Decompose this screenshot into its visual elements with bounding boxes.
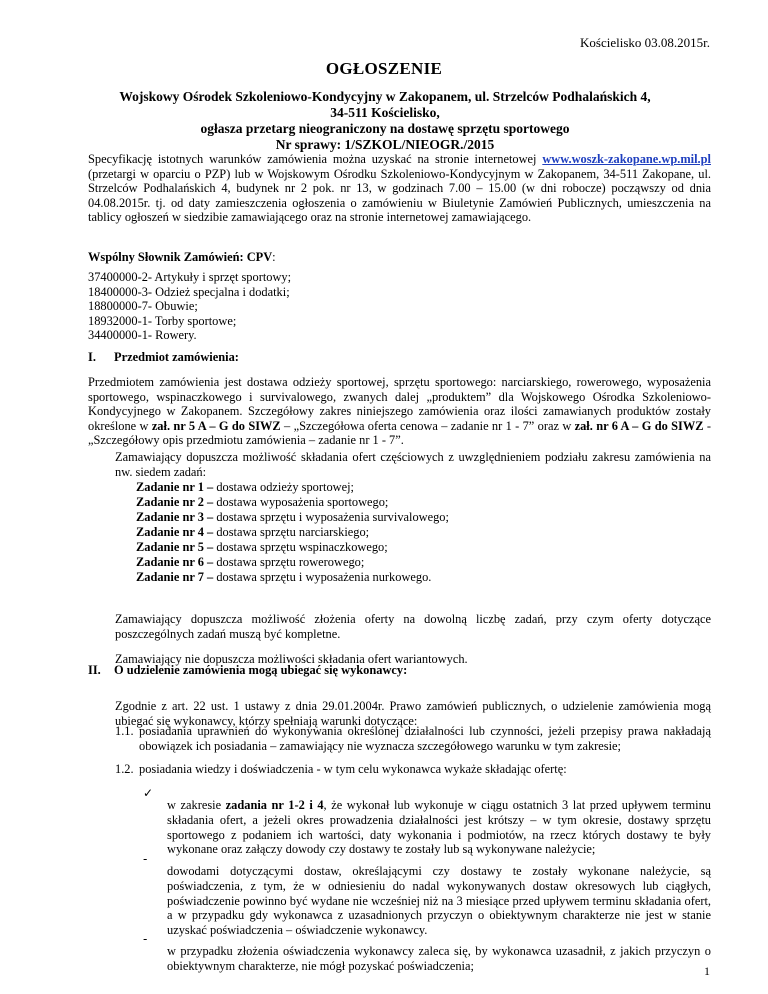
- cpv-item: 37400000-2- Artykuły i sprzęt sportowy;: [88, 270, 292, 284]
- list-item: [136, 540, 696, 555]
- section-1-paragraph: [88, 375, 711, 448]
- intro-text-1: Specyfikację istotnych warunków zamówienia można uzyskać na stronie internetowej: [88, 152, 537, 166]
- list-item: [136, 570, 696, 585]
- condition-text: posiadania wiedzy i doświadczenia - w tym celu wykonawca wykaże składając ofertę:: [139, 762, 567, 776]
- s1-annex-5: zał. nr 5 A – G do SIWZ: [151, 418, 281, 433]
- cpv-heading-colon: :: [272, 250, 276, 264]
- req-text-c: , że wykonał lub wykonuje w ciągu ostatnich 3 lat przed upływem terminu składania ofert, a jeżeli okres prowadzenia działalności jest krótszy – w tym okresie, dostawy sprzętu sportowego z podaniem ich wartości, daty wykonania i podmiotów, na rzecz których dostawy te były wykonane oraz załączy dowody czy dostawy te zostały lub są wykonywane należycie;: [167, 798, 711, 857]
- dash-bullet-icon: -: [143, 852, 148, 866]
- list-item: [136, 525, 696, 540]
- list-item: [136, 555, 696, 570]
- s1-text-a: Przedmiotem zamówienia jest dostawa odzieży sportowej, sprzętu sportowego: narciarskiego, rowerowego, wyposażenia sportowego, wspinaczkowego i survivalowego, zwanych dalej „produktem” dla Wojskowego Ośrodka Szkoleniowo-Kondycyjnego w Zakopanem. Szczegółowy zakres niniejszego zamówienia oraz ilości zamawianych produktów zostały określone w: [88, 375, 711, 433]
- list-item: [136, 480, 696, 495]
- cpv-heading-label: Wspólny Słownik Zamówień: CPV: [88, 250, 273, 264]
- cpv-item: 18800000-7- Obuwie;: [88, 299, 198, 314]
- task-text: dostawa sprzętu narciarskiego;: [213, 525, 370, 539]
- task-text: dostawa sprzętu i wyposażenia nurkowego.: [213, 570, 432, 584]
- task-text: dostawa sprzętu rowerowego;: [213, 555, 365, 569]
- task-text: dostawa sprzętu i wyposażenia survivalowego;: [213, 510, 449, 524]
- list-item: [136, 510, 696, 525]
- cpv-item: 18400000-3- Odzież specjalna i dodatki;: [88, 284, 290, 299]
- cpv-list: [88, 270, 711, 343]
- dash-bullet-icon: -: [143, 932, 148, 946]
- requirement-bullet-2: dowodami dotyczącymi dostaw, określającymi czy dostawy te zostały wykonane należycie, są poświadczenia, z tym, że w odniesieniu do nadal wykonywanych dostaw okresowych lub ciągłych, poświadczenie powinno być wydane nie wcześniej niż na 3 miesiące przed upływem terminu składania ofert, a w przypadku gdy wykonawca z uzasadnionych przyczyn o obiektywnym charakterze nie jest w stanie uzyskać poświadczenia – oświadczenie wykonawcy.: [167, 864, 711, 937]
- task-label: Zadanie nr 7 –: [136, 570, 214, 584]
- section-2-heading: [88, 663, 407, 678]
- page-title: OGŁOSZENIE: [325, 59, 443, 78]
- cpv-heading: [88, 250, 711, 265]
- intro-text-2: (przetargi w oparciu o PZP) lub w Wojskowym Ośrodku Szkoleniowo-Kondycyjnym w Zakopanem, 34-511 Zakopane, ul. Strzelców Podhalańskich 4, budynek nr 2 pok. nr 13, w godzinach 7.00 – 15.00 (w dni robocze) począwszy od dnia 04.08.2015r. tj. od daty zamieszczenia ogłoszenia o zamówieniu w Biuletynie Zamówień Publicznych, umieszczenia na tablicy ogłoszeń w siedzibie zamawiającego oraz na stronie internetowej zamawiającego.: [88, 166, 711, 225]
- req-text-a: w zakresie: [167, 798, 226, 813]
- any-tasks-paragraph: Zamawiający dopuszcza możliwość złożenia oferty na dowolną liczbę zadań, przy czym oferty dotyczące poszczególnych zadań muszą być kompletne.: [115, 612, 711, 641]
- condition-number: 1.1.: [115, 724, 134, 738]
- condition-1-2: [115, 762, 711, 777]
- condition-number: 1.2.: [115, 762, 134, 776]
- section-2-title: O udzielenie zamówienia mogą ubiegać się wykonawcy:: [114, 663, 408, 677]
- header-line-4: Nr sprawy: 1/SZKOL/NIEOGR./2015: [275, 137, 495, 152]
- checkmark-icon: ✓: [143, 786, 154, 800]
- requirement-bullet-3: w przypadku złożenia oświadczenia wykonawcy zaleca się, by wykonawca uzasadnił, z jakich przyczyn o obiektywnym charakterze, nie mógł pozyskać poświadczenia;: [167, 944, 711, 973]
- header-line-1: Wojskowy Ośrodek Szkoleniowo-Kondycyjny w Zakopanem, ul. Strzelców Podhalańskich 4,: [119, 89, 651, 104]
- task-text: dostawa sprzętu wspinaczkowego;: [213, 540, 388, 554]
- section-1-title: Przedmiot zamówienia:: [114, 350, 239, 364]
- section-2-number: II.: [88, 663, 101, 677]
- partial-offers-paragraph: Zamawiający dopuszcza możliwość składania ofert częściowych z uwzględnieniem podziału zakresu zamówienia na nw. siedem zadań:: [115, 450, 711, 479]
- section-2-intro: Zgodnie z art. 22 ust. 1 ustawy z dnia 29.01.2004r. Prawo zamówień publicznych, o udzielenie zamówienia mogą ubiegać się wykonawcy, którzy spełniają warunki dotyczące:: [115, 699, 711, 728]
- condition-1-1: [115, 724, 711, 753]
- task-list: [136, 480, 696, 585]
- requirement-bullet-1: [167, 798, 711, 856]
- no-variants-paragraph: Zamawiający nie dopuszcza możliwości składania ofert wariantowych.: [115, 652, 468, 667]
- task-label: Zadanie nr 1 –: [136, 480, 214, 494]
- s1-text-c: – „Szczegółowa oferta cenowa – zadanie nr 1 - 7” oraz w: [280, 418, 575, 433]
- task-label: Zadanie nr 3 –: [136, 510, 214, 524]
- header-line-2: 34-511 Kościelisko,: [330, 105, 440, 120]
- req-tasks: zadania nr 1-2 i 4: [225, 798, 324, 813]
- task-label: Zadanie nr 4 –: [136, 525, 214, 539]
- website-link[interactable]: www.woszk-zakopane.wp.mil.pl: [542, 152, 711, 166]
- task-label: Zadanie nr 2 –: [136, 495, 214, 509]
- page-number: 1: [704, 964, 710, 978]
- task-text: dostawa odzieży sportowej;: [213, 480, 354, 494]
- task-label: Zadanie nr 5 –: [136, 540, 214, 554]
- cpv-item: 18932000-1- Torby sportowe;: [88, 313, 237, 328]
- task-text: dostawa wyposażenia sportowego;: [213, 495, 389, 509]
- section-1-number: I.: [88, 350, 96, 364]
- task-label: Zadanie nr 6 –: [136, 555, 214, 569]
- s1-text-d: - „Szczegółowy opis przedmiotu zamówienia – zadanie nr 1 - 7”.: [88, 418, 711, 448]
- announcement-header: [60, 89, 710, 153]
- date-line: Kościelisko 03.08.2015r.: [580, 35, 710, 50]
- list-item: [136, 495, 696, 510]
- s1-annex-6: zał. nr 6 A – G do SIWZ: [574, 418, 704, 433]
- condition-text: posiadania uprawnień do wykonywania określonej działalności lub czynności, jeżeli przepisy prawa nakładają obowiązek ich posiadania – zamawiający nie wyznacza szczegółowego warunku w tym zakresie;: [139, 724, 711, 753]
- section-1-heading: [88, 350, 239, 365]
- header-line-3: ogłasza przetarg nieograniczony na dostawę sprzętu sportowego: [200, 121, 570, 136]
- cpv-item: 34400000-1- Rowery.: [88, 328, 197, 343]
- intro-paragraph: [88, 152, 711, 225]
